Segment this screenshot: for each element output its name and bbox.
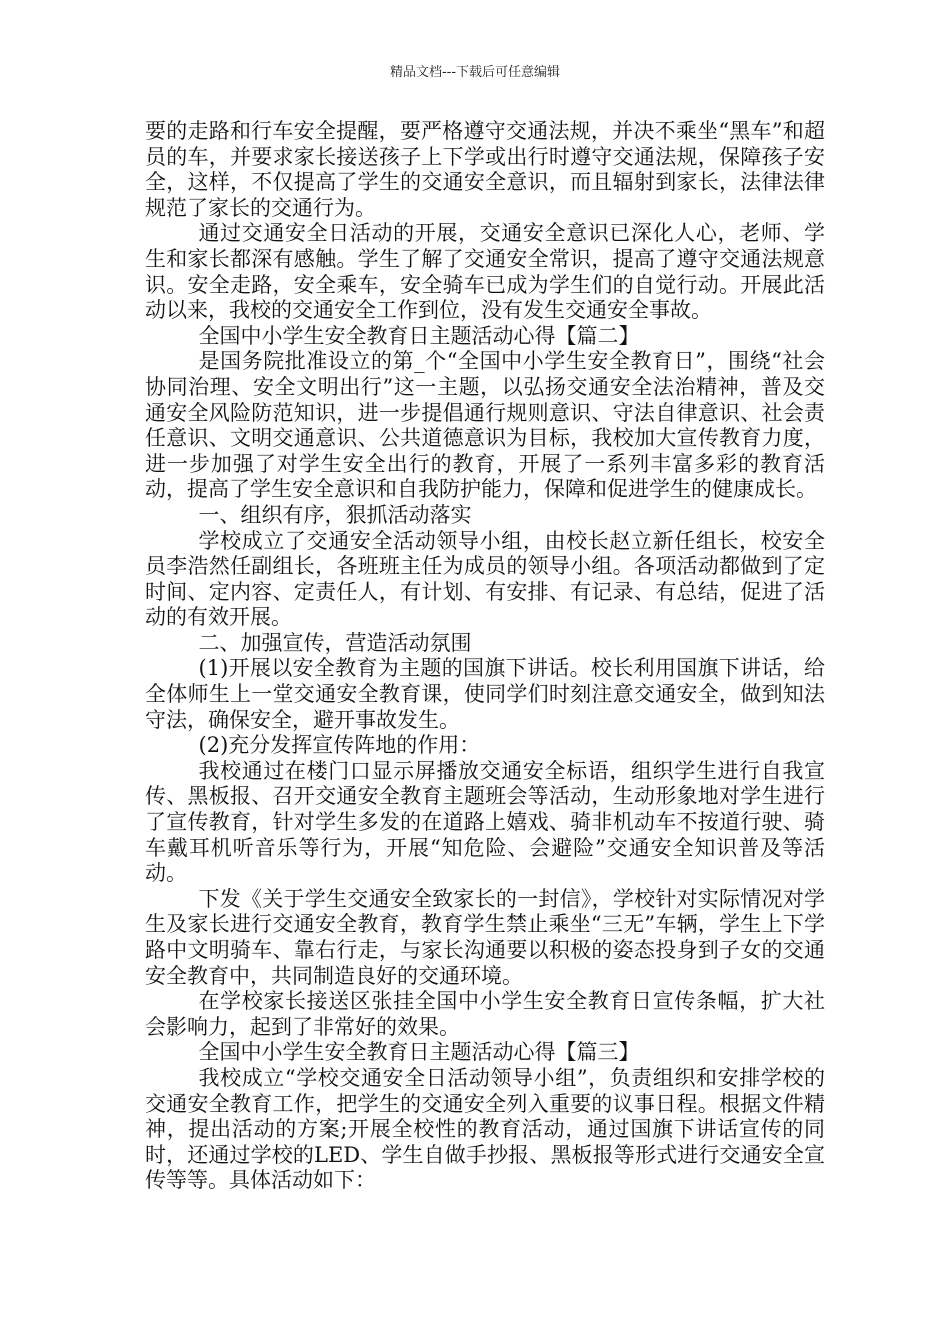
paragraph: 我校成立“学校交通安全日活动领导小组”，负责组织和安排学校的交通安全教育工作，把学生的交通安全列入重要的议事日程。根据文件精神，提出活动的方案;开展全校性的教育活动，通过国旗下讲话宣传的同时，还通过学校的LED、学生自做手抄报、黑板报等形式进行交通安全宣传等等。具体活动如下：	[145, 1065, 825, 1193]
paragraph: 要的走路和行车安全提醒，要严格遵守交通法规，并决不乘坐“黑车”和超员的车，并要求家长接送孩子上下学或出行时遵守交通法规，保障孩子安全，这样，不仅提高了学生的交通安全意识，而且辐射到家长，法律法律规范了家长的交通行为。	[145, 119, 825, 220]
paragraph: (1)开展以安全教育为主题的国旗下讲话。校长利用国旗下讲话，给全体师生上一堂交通安全教育课，使同学们时刻注意交通安全，做到知法守法，确保安全，避开事故发生。	[145, 656, 825, 732]
page-header: 精品文档---下载后可任意编辑	[389, 65, 561, 80]
document-body	[145, 119, 825, 1194]
paragraph: 下发《关于学生交通安全致家长的一封信》，学校针对实际情况对学生及家长进行交通安全教育，教育学生禁止乘坐“三无”车辆，学生上下学路中文明骑车、靠右行走，与家长沟通要以积极的姿态投身到子女的交通安全教育中，共同制造良好的交通环境。	[145, 886, 825, 988]
paragraph: 在学校家长接送区张挂全国中小学生安全教育日宣传条幅，扩大社会影响力，起到了非常好的效果。	[145, 989, 825, 1039]
paragraph: 通过交通安全日活动的开展，交通安全意识已深化人心，老师、学生和家长都深有感触。学生了解了交通安全常识，提高了遵守交通法规意识。安全走路，安全乘车，安全骑车已成为学生们的自觉行动。开展此活动以来，我校的交通安全工作到位，没有发生交通安全事故。	[145, 221, 825, 323]
paragraph: 我校通过在楼门口显示屏播放交通安全标语，组织学生进行自我宣传、黑板报、召开交通安全教育主题班会等活动，生动形象地对学生进行了宣传教育，针对学生多发的在道路上嬉戏、骑非机动车不按道行驶、骑车戴耳机听音乐等行为，开展“知危险、会避险”交通安全知识普及等活动。	[145, 758, 825, 886]
paragraph: (2)充分发挥宣传阵地的作用：	[198, 733, 481, 758]
subheading: 一、组织有序，狠抓活动落实	[198, 502, 472, 527]
paragraph: 学校成立了交通安全活动领导小组，由校长赵立新任组长，校安全员李浩然任副组长，各班班主任为成员的领导小组。各项活动都做到了定时间、定内容、定责任人，有计划、有安排、有记录、有总结，促进了活动的有效开展。	[145, 528, 825, 630]
section-heading: 全国中小学生安全教育日主题活动心得【篇三】	[198, 1040, 640, 1065]
paragraph: 是国务院批准设立的第_个“全国中小学生安全教育日”，围绕“社会协同治理、安全文明出行”这一主题，以弘扬交通安全法治精神，普及交通安全风险防范知识，进一步提倡通行规则意识、守法自律意识、社会责任意识、文明交通意识、公共道德意识为目标，我校加大宣传教育力度，进一步加强了对学生安全出行的教育，开展了一系列丰富多彩的教育活动，提高了学生安全意识和自我防护能力，保障和促进学生的健康成长。	[145, 349, 825, 502]
subheading: 二、加强宣传，营造活动氛围	[198, 630, 472, 655]
section-heading: 全国中小学生安全教育日主题活动心得【篇二】	[198, 323, 640, 348]
